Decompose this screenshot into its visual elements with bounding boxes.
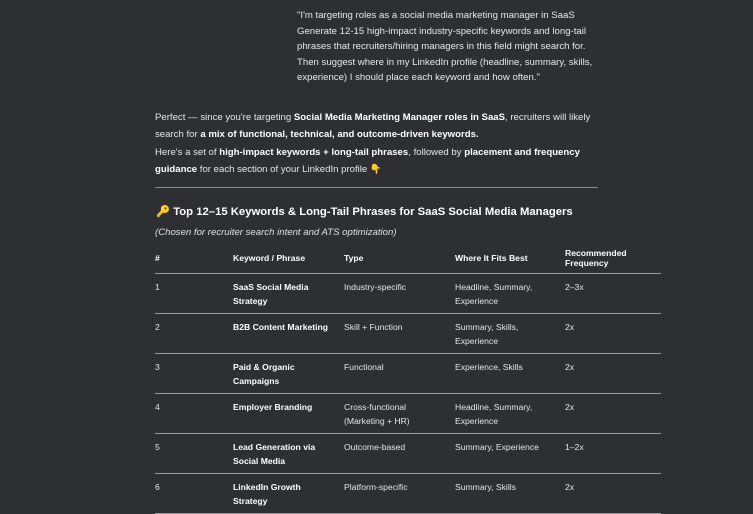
section-subtitle: (Chosen for recruiter search intent and ATS optimization)	[155, 227, 397, 238]
user-prompt-bubble	[297, 8, 627, 86]
table-cell: Summary, Skills, Experience	[455, 314, 565, 354]
table-cell: 1–2x	[565, 434, 661, 474]
table-row	[155, 314, 661, 354]
table-cell: 2x	[565, 354, 661, 394]
table-cell: 2x	[565, 394, 661, 434]
divider	[155, 187, 598, 188]
table-cell: 5	[155, 434, 233, 474]
table-cell: 6	[155, 474, 233, 514]
bold-text: Social Media Marketing Manager roles in SaaS	[293, 112, 506, 123]
table-row	[155, 434, 661, 474]
text: , followed by	[408, 146, 465, 158]
table-cell: 3	[155, 354, 233, 394]
header-cell: Where It Fits Best	[455, 245, 565, 274]
prompt-line: phrases that recruiters/hiring managers in this field might search for.	[297, 41, 586, 53]
table-cell: Skill + Function	[344, 314, 455, 354]
header-cell: Keyword / Phrase	[233, 245, 344, 274]
header-cell: #	[155, 245, 233, 274]
table-cell: Employer Branding	[233, 394, 344, 434]
table-row	[155, 354, 661, 394]
table-row	[155, 394, 661, 434]
keywords-table	[155, 245, 661, 514]
prompt-line: Then suggest where in my LinkedIn profile (headline, summary, skills,	[297, 56, 593, 68]
intro-paragraph-1: Perfect — since you're targeting Social Media Marketing Manager roles in SaaS, recruiters will likely search for a mix of functional, technical, and outcome-driven keywords.	[155, 112, 591, 141]
text: Here's a set of	[155, 146, 220, 158]
table-row	[155, 274, 661, 314]
intro-paragraph-2	[155, 144, 605, 179]
table-cell: Headline, Summary, Experience	[455, 274, 565, 314]
table-row	[155, 474, 661, 514]
table-cell: 2	[155, 314, 233, 354]
table-cell: Functional	[344, 354, 455, 394]
table-cell: SaaS Social Media Strategy	[233, 274, 344, 314]
heading-text: Top 12–15 Keywords & Long-Tail Phrases for SaaS Social Media Managers	[173, 206, 573, 218]
table-cell: 1	[155, 274, 233, 314]
table-cell: Lead Generation via Social Media	[233, 434, 344, 474]
table-cell: Headline, Summary, Experience	[455, 394, 565, 434]
header-cell: Recommended Frequency	[565, 245, 661, 274]
table-cell: Experience, Skills	[455, 354, 565, 394]
bold-text: high-impact keywords + long-tail phrases	[219, 146, 409, 158]
table-cell: 4	[155, 394, 233, 434]
table-cell: LinkedIn Growth Strategy	[233, 474, 344, 514]
table-header-row	[155, 245, 661, 274]
text: , recruiters will likely search for	[155, 112, 591, 141]
text: for each section of your LinkedIn profile 👇	[197, 163, 382, 175]
table-cell: Summary, Experience	[455, 434, 565, 474]
response-intro	[155, 109, 605, 178]
table-cell: 2–3x	[565, 274, 661, 314]
key-icon: 🔑	[156, 206, 171, 218]
table-cell: 2x	[565, 474, 661, 514]
bold-text: placement and frequency guidance	[155, 146, 580, 175]
prompt-line: "I'm targeting roles as a social media marketing manager in SaaS	[297, 10, 575, 21]
table-cell: B2B Content Marketing	[233, 314, 344, 354]
bold-text: a mix of functional, technical, and outcome-driven keywords	[200, 129, 476, 141]
table-cell: Platform-specific	[344, 474, 455, 514]
table-cell: 2x	[565, 314, 661, 354]
prompt-line: experience) I should place each keyword and how often."	[297, 72, 540, 84]
prompt-line: Generate 12-15 high-impact industry-specific keywords and long-tail	[297, 25, 587, 37]
text: Perfect — since you're targeting	[155, 112, 294, 123]
header-cell: Type	[344, 245, 455, 274]
table-cell: Paid & Organic Campaigns	[233, 354, 344, 394]
table-cell: Cross-functional (Marketing + HR)	[344, 394, 455, 434]
section-heading	[156, 205, 573, 218]
table-cell: Outcome-based	[344, 434, 455, 474]
table-cell: Industry-specific	[344, 274, 455, 314]
table-cell: Summary, Skills	[455, 474, 565, 514]
